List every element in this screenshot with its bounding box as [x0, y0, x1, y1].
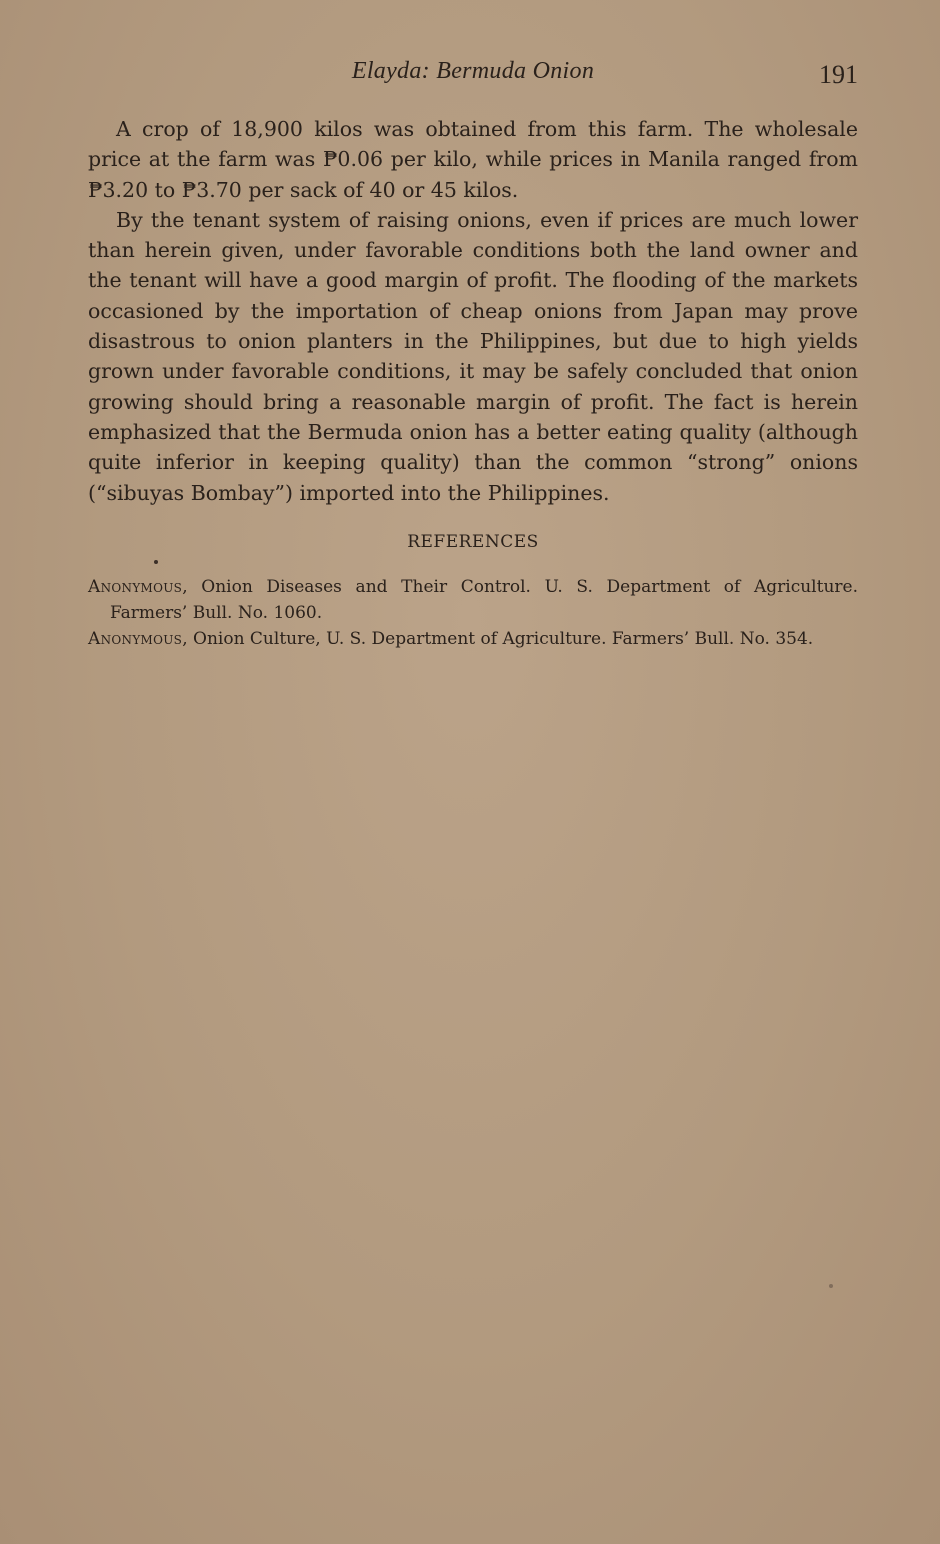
reference-item: [88, 626, 858, 652]
body-text: [88, 114, 858, 508]
references-section: [88, 532, 858, 652]
references-heading-text: REFERENCES: [407, 531, 539, 552]
book-page: [88, 50, 858, 652]
ink-dot: [154, 560, 158, 564]
running-title: Elayda: Bermuda Onion: [351, 58, 595, 84]
paragraph: By the tenant system of raising onions, even if prices are much lower than herein given, under favorable conditions both the land owner and the tenant will have a good margin of profit. The flooding of the markets occasioned by the importation of cheap onions from Japan may prove disastrous to onion planters in the Philippines, but due to high yields grown under favorable conditions, it may be safely concluded that onion growing should bring a reasonable margin of profit. The fact is herein emphasized that the Bermuda onion has a better eating quality (although quite inferior in keeping quality) than the common “strong” onions (“sibuyas Bombay”) imported into the Philippines.: [88, 207, 858, 505]
paragraph: A crop of 18,900 kilos was obtained from this farm. The wholesale price at the farm was ₱0.06 per kilo, while prices in Manila ranged from ₱3.20 to ₱3.70 per sack of 40 or 45 kilos.: [88, 117, 858, 202]
reference-item: [88, 574, 858, 626]
reference-text: , Onion Culture, U. S. Department of Agriculture. Farmers’ Bull. No. 354.: [182, 628, 814, 649]
reference-author: Anonymous: [88, 628, 183, 649]
page-number: 191: [819, 60, 858, 89]
references-heading: [88, 532, 858, 552]
reference-author: Anonymous: [88, 576, 183, 597]
paper-speck: [829, 1284, 833, 1288]
reference-text: , Onion Diseases and Their Control. U. S. Department of Agriculture. Farmers’ Bull. No. 1060.: [110, 576, 858, 623]
running-head: [88, 50, 858, 94]
